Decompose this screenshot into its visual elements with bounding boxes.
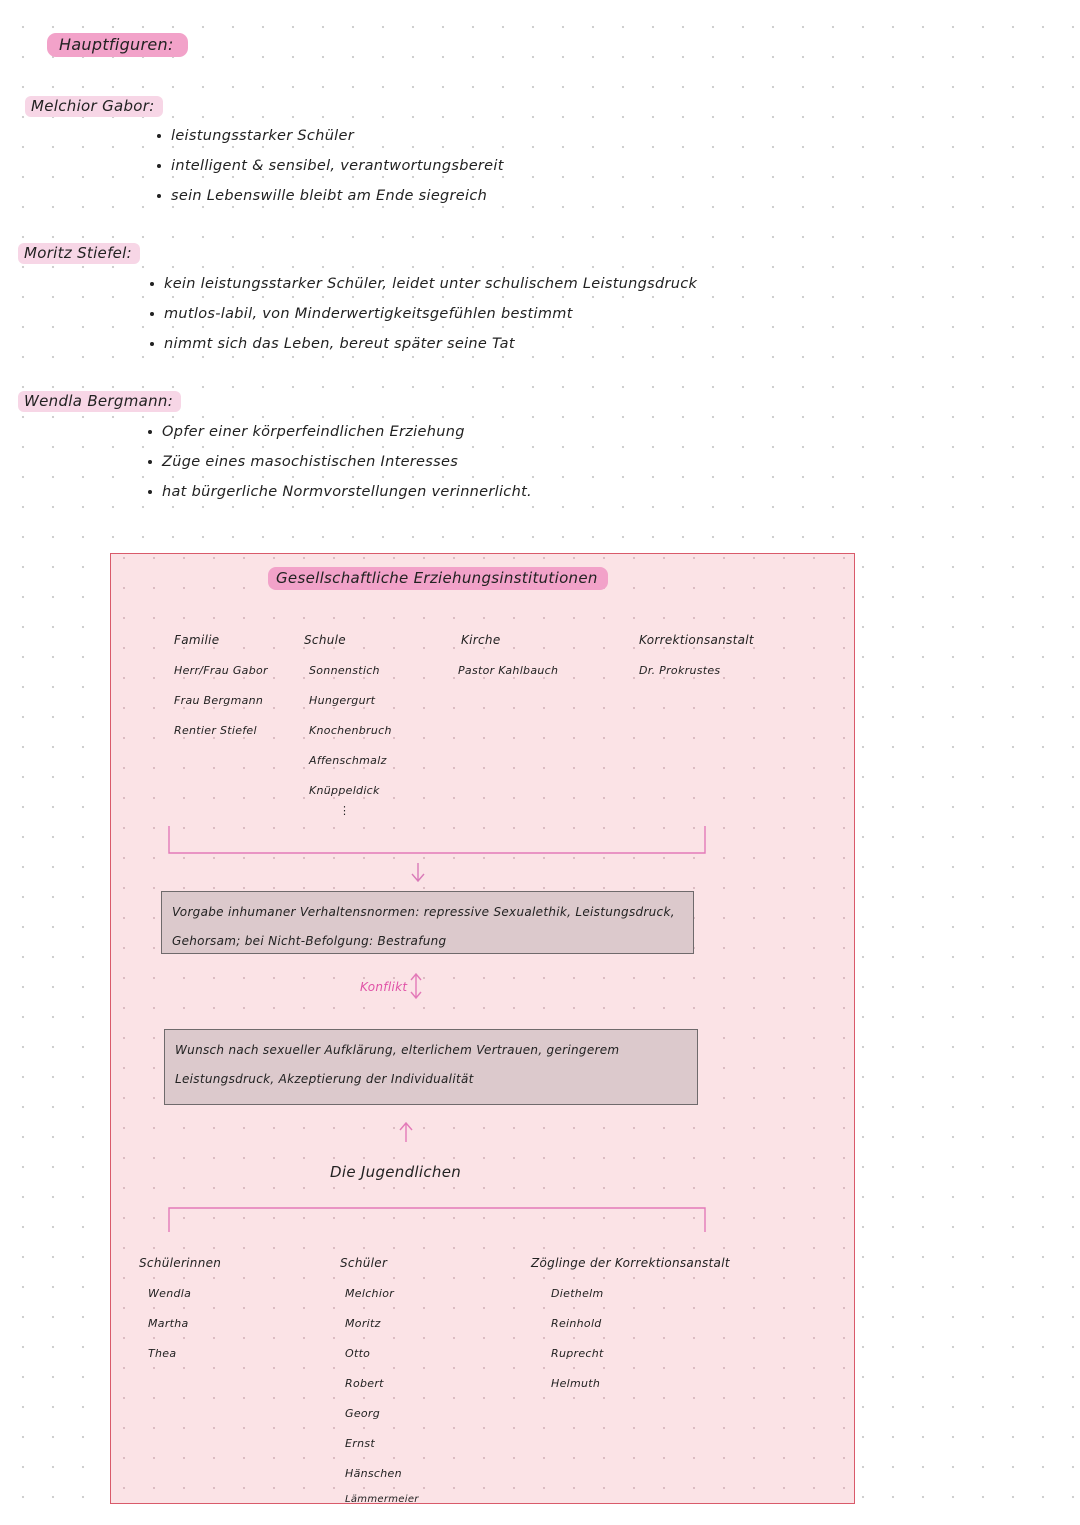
trait-item: sein Lebenswille bleibt am Ende siegreich bbox=[157, 181, 504, 211]
list-item: Frau Bergmann bbox=[174, 694, 264, 707]
list-item: Herr/Frau Gabor bbox=[174, 664, 268, 677]
list-item: Martha bbox=[148, 1317, 189, 1330]
list-item: Melchior bbox=[345, 1287, 395, 1300]
list-item: Thea bbox=[148, 1347, 177, 1360]
institutions-diagram bbox=[110, 553, 855, 1504]
character-name-wendla: Wendla Bergmann: bbox=[18, 391, 181, 412]
trait-item: leistungsstarker Schüler bbox=[157, 121, 504, 151]
trait-item: Züge eines masochistischen Interesses bbox=[148, 447, 532, 477]
list-item: Knüppeldick bbox=[309, 784, 380, 797]
youth-heading-schueler: Schüler bbox=[340, 1256, 388, 1270]
youth-heading-schuelerinnen: Schülerinnen bbox=[139, 1256, 222, 1270]
norms-box: Vorgabe inhumaner Verhaltensnormen: repressive Sexualethik, Leistungsdruck, Gehorsam; bei Nicht-Befolgung: Bestrafung bbox=[161, 891, 694, 954]
list-item: Lämmermeier bbox=[345, 1494, 419, 1505]
diagram-title: Gesellschaftliche Erziehungsinstitutionen bbox=[268, 567, 608, 590]
character-name-melchior: Melchior Gabor: bbox=[25, 96, 163, 117]
institution-heading-familie: Familie bbox=[174, 633, 220, 647]
list-item: Knochenbruch bbox=[309, 724, 392, 737]
trait-item: nimmt sich das Leben, bereut später seine Tat bbox=[150, 329, 697, 359]
list-item: Otto bbox=[345, 1347, 371, 1360]
main-title: Hauptfiguren: bbox=[47, 33, 188, 57]
youth-label: Die Jugendlichen bbox=[330, 1163, 462, 1181]
list-item: Rentier Stiefel bbox=[174, 724, 257, 737]
list-item: Pastor Kahlbauch bbox=[458, 664, 559, 677]
bracket-youth bbox=[169, 1208, 705, 1232]
youth-members-schueler bbox=[345, 1279, 419, 1511]
list-item: Ernst bbox=[345, 1437, 375, 1450]
trait-item: mutlos-labil, von Minderwertigkeitsgefühlen bestimmt bbox=[150, 299, 697, 329]
institution-heading-schule: Schule bbox=[304, 633, 346, 647]
list-item: Diethelm bbox=[551, 1287, 604, 1300]
institution-heading-kirche: Kirche bbox=[461, 633, 501, 647]
list-item: Dr. Prokrustes bbox=[639, 664, 721, 677]
list-item: Ruprecht bbox=[551, 1347, 604, 1360]
character-name-moritz: Moritz Stiefel: bbox=[18, 243, 140, 264]
institution-heading-korrektionsanstalt: Korrektionsanstalt bbox=[639, 633, 754, 647]
trait-item: hat bürgerliche Normvorstellungen verinnerlicht. bbox=[148, 477, 532, 507]
list-item: Helmuth bbox=[551, 1377, 601, 1390]
list-item: Robert bbox=[345, 1377, 384, 1390]
trait-item: kein leistungsstarker Schüler, leidet unter schulischem Leistungsdruck bbox=[150, 269, 697, 299]
wishes-box: Wunsch nach sexueller Aufklärung, elterlichem Vertrauen, geringerem Leistungsdruck, Akzeptierung der Individualität bbox=[164, 1029, 698, 1105]
bracket-institutions bbox=[169, 826, 705, 853]
list-item: Affenschmalz bbox=[309, 754, 387, 767]
youth-members-zoeglinge bbox=[551, 1279, 604, 1399]
list-item: Hungergurt bbox=[309, 694, 376, 707]
list-item: Reinhold bbox=[551, 1317, 602, 1330]
arrow-down-icon bbox=[412, 863, 424, 881]
character-traits-wendla bbox=[148, 417, 532, 507]
list-item: Wendla bbox=[148, 1287, 192, 1300]
character-traits-moritz bbox=[150, 269, 697, 359]
list-item: Moritz bbox=[345, 1317, 381, 1330]
list-item: Hänschen bbox=[345, 1467, 402, 1480]
list-item: Sonnenstich bbox=[309, 664, 380, 677]
double-arrow-icon bbox=[411, 974, 421, 998]
youth-members-schuelerinnen bbox=[148, 1279, 191, 1369]
youth-heading-zoeglinge: Zöglinge der Korrektionsanstalt bbox=[531, 1256, 730, 1270]
list-item: Georg bbox=[345, 1407, 381, 1420]
arrow-up-icon bbox=[400, 1123, 412, 1142]
trait-item: intelligent & sensibel, verantwortungsbereit bbox=[157, 151, 504, 181]
list-item: ⋮ bbox=[339, 804, 351, 817]
trait-item: Opfer einer körperfeindlichen Erziehung bbox=[148, 417, 532, 447]
character-traits-melchior bbox=[157, 121, 504, 211]
conflict-label: Konflikt bbox=[360, 980, 408, 994]
